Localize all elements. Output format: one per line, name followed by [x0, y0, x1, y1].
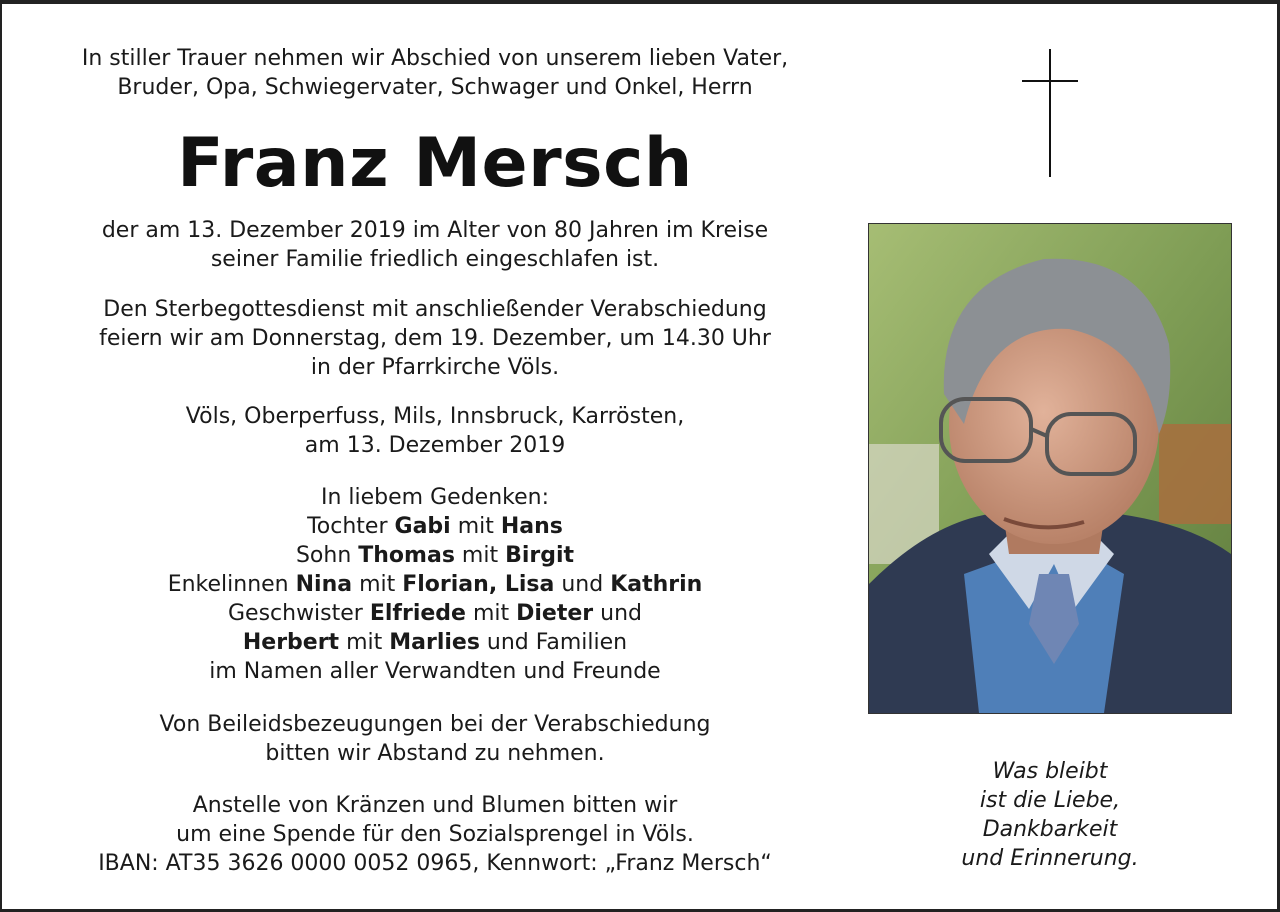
family-connector: mit — [454, 543, 506, 568]
memorial-quote — [882, 757, 1218, 873]
quote-line: Was bleibt — [992, 759, 1108, 784]
intro-block — [42, 44, 828, 102]
quote-line: Dankbarkeit — [982, 817, 1118, 842]
family-connector: mit — [339, 630, 390, 655]
service-block — [42, 295, 828, 382]
service-line: feiern wir am Donnerstag, dem 19. Dezember, um 14.30 Uhr — [99, 326, 771, 351]
intro-line: Bruder, Opa, Schwiegervater, Schwager und Onkel, Herrn — [117, 75, 753, 100]
family-line-relatives: im Namen aller Verwandten und Freunde — [209, 659, 661, 684]
memory-heading: In liebem Gedenken: — [321, 485, 549, 510]
place-line: Völs, Oberperfuss, Mils, Innsbruck, Karrösten, — [185, 404, 685, 429]
family-member: Dieter — [516, 601, 594, 626]
family-member: Nina — [295, 572, 353, 597]
family-line-grandchildren — [42, 570, 828, 599]
family-line-daughter — [42, 512, 828, 541]
family-line-siblings-cont — [42, 628, 828, 657]
iban-line: IBAN: AT35 3626 0000 0052 0965, Kennwort: „Franz Mersch“ — [98, 851, 772, 876]
condolence-line: Von Beileidsbezeugungen bei der Verabschiedung — [159, 712, 711, 737]
family-member: Thomas — [358, 543, 455, 568]
family-connector: mit — [465, 601, 517, 626]
family-line-son — [42, 541, 828, 570]
family-relation: Tochter — [307, 514, 395, 539]
deceased-name: Franz Mersch — [177, 124, 693, 203]
family-connector: und — [554, 572, 611, 597]
place-date-block — [42, 402, 828, 460]
death-line: seiner Familie friedlich eingeschlafen ist. — [210, 247, 660, 272]
portrait-illustration — [869, 224, 1231, 713]
cross-horizontal-bar — [1022, 80, 1078, 82]
death-line: der am 13. Dezember 2019 im Alter von 80 Jahren im Kreise — [101, 218, 769, 243]
family-member: Birgit — [505, 543, 575, 568]
family-connector: und Familien — [479, 630, 628, 655]
family-member: Kathrin — [610, 572, 703, 597]
condolence-block — [42, 710, 828, 768]
family-relation: Sohn — [295, 543, 359, 568]
donation-block — [42, 791, 828, 878]
family-connector: und — [593, 601, 642, 626]
quote-line: und Erinnerung. — [961, 846, 1139, 871]
family-member: Florian, Lisa — [402, 572, 555, 597]
portrait-photo — [868, 223, 1232, 714]
latin-cross-icon — [1022, 49, 1078, 177]
family-relation: Geschwister — [227, 601, 370, 626]
family-member: Herbert — [242, 630, 340, 655]
family-connector: mit — [450, 514, 501, 539]
photo-wall-panel — [1159, 424, 1231, 524]
donation-line: Anstelle von Kränzen und Blumen bitten wir — [192, 793, 678, 818]
condolence-line: bitten wir Abstand zu nehmen. — [265, 741, 605, 766]
family-member: Marlies — [389, 630, 480, 655]
family-block — [42, 483, 828, 686]
family-member: Gabi — [394, 514, 451, 539]
family-line-siblings — [42, 599, 828, 628]
death-notice-block — [42, 216, 828, 274]
donation-line: um eine Spende für den Sozialsprengel in Völs. — [176, 822, 694, 847]
family-relation: Enkelinnen — [167, 572, 296, 597]
service-line: Den Sterbegottesdienst mit anschließender Verabschiedung — [103, 297, 767, 322]
service-line: in der Pfarrkirche Völs. — [310, 355, 560, 380]
family-connector: mit — [352, 572, 403, 597]
place-line: am 13. Dezember 2019 — [304, 433, 566, 458]
intro-line: In stiller Trauer nehmen wir Abschied von unserem lieben Vater, — [81, 46, 789, 71]
family-member: Hans — [500, 514, 563, 539]
family-member: Elfriede — [369, 601, 466, 626]
cross-vertical-bar — [1049, 49, 1051, 177]
quote-line: ist die Liebe, — [979, 788, 1121, 813]
